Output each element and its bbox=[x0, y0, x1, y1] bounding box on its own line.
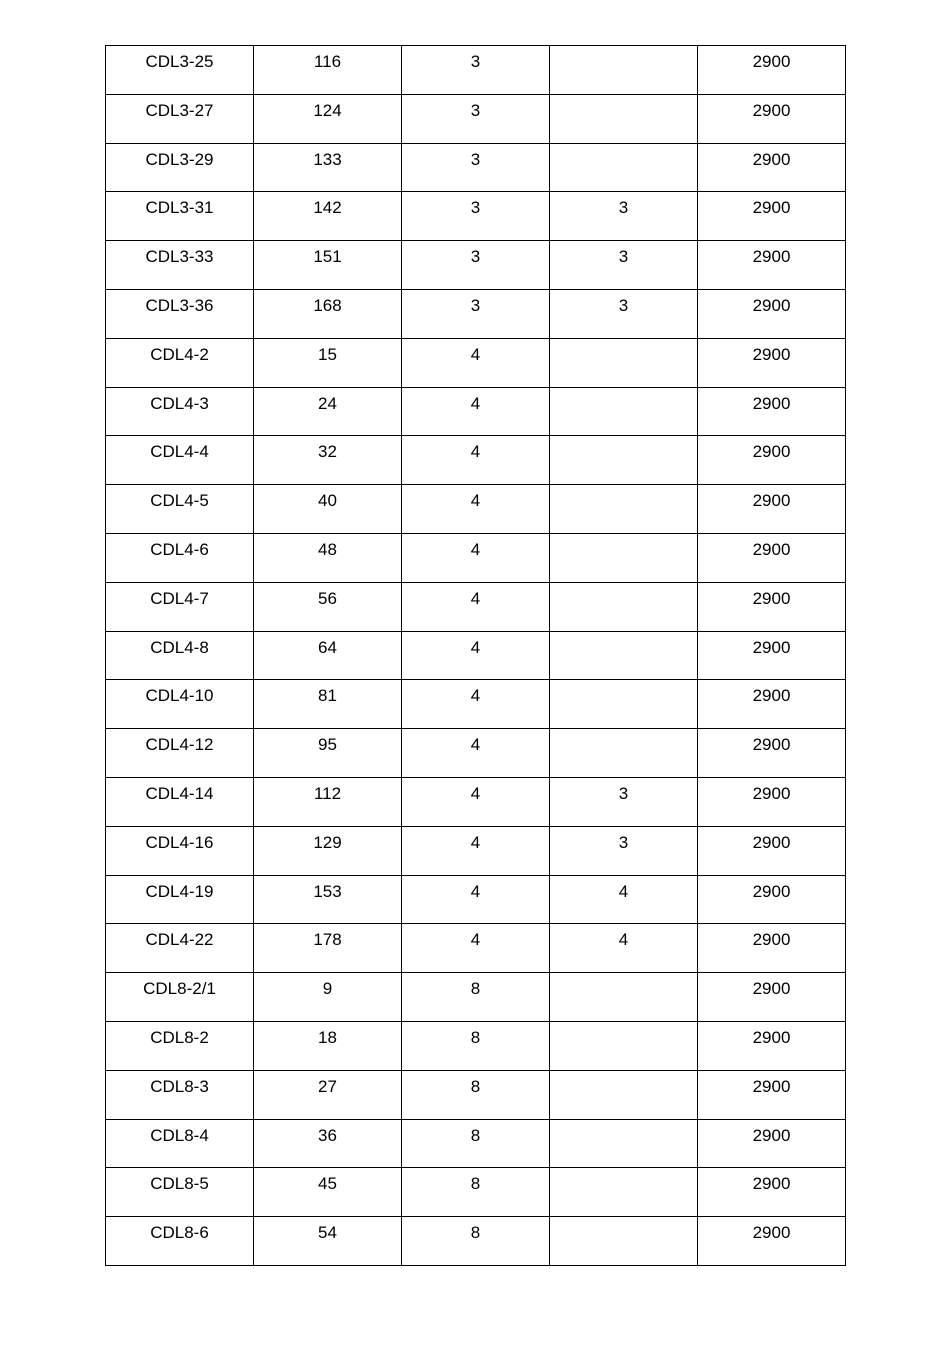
cell-text bbox=[550, 1120, 697, 1127]
model-cell bbox=[106, 143, 254, 192]
pump-spec-table bbox=[105, 45, 846, 1266]
extra-cell bbox=[550, 826, 698, 875]
cell-text: 3 bbox=[470, 247, 481, 267]
cell-text: 2900 bbox=[752, 979, 791, 999]
cell-text: 2900 bbox=[752, 295, 791, 315]
model-cell bbox=[106, 680, 254, 729]
extra-cell bbox=[550, 1168, 698, 1217]
group-cell bbox=[402, 924, 550, 973]
cell-text: CDL4-2 bbox=[150, 344, 209, 364]
cell-text: 2900 bbox=[752, 1027, 791, 1047]
cell-text: CDL3-29 bbox=[145, 149, 214, 169]
cell-text: 45 bbox=[318, 1174, 337, 1194]
cell-text: CDL4-12 bbox=[145, 735, 214, 755]
cell-text: 3 bbox=[618, 783, 629, 803]
model-cell bbox=[106, 631, 254, 680]
group-cell bbox=[402, 1119, 550, 1168]
group-cell bbox=[402, 387, 550, 436]
extra-cell bbox=[550, 875, 698, 924]
model-cell bbox=[106, 338, 254, 387]
model-cell bbox=[106, 1168, 254, 1217]
table-row bbox=[106, 1021, 846, 1070]
value-cell bbox=[254, 729, 402, 778]
speed-cell bbox=[698, 973, 846, 1022]
model-cell bbox=[106, 289, 254, 338]
model-cell bbox=[106, 924, 254, 973]
cell-text: 27 bbox=[318, 1076, 337, 1096]
cell-text: 3 bbox=[470, 149, 481, 169]
cell-text: CDL4-6 bbox=[150, 539, 209, 559]
extra-cell bbox=[550, 777, 698, 826]
extra-cell bbox=[550, 582, 698, 631]
cell-text: 48 bbox=[318, 539, 337, 559]
cell-text: CDL3-31 bbox=[145, 198, 214, 218]
cell-text: 2900 bbox=[752, 735, 791, 755]
cell-text: 8 bbox=[470, 979, 481, 999]
value-cell bbox=[254, 1119, 402, 1168]
extra-cell bbox=[550, 1021, 698, 1070]
cell-text: 2900 bbox=[752, 539, 791, 559]
model-cell bbox=[106, 241, 254, 290]
extra-cell bbox=[550, 924, 698, 973]
table-row bbox=[106, 729, 846, 778]
value-cell bbox=[254, 875, 402, 924]
cell-text: 2900 bbox=[752, 442, 791, 462]
cell-text: 4 bbox=[618, 881, 629, 901]
extra-cell bbox=[550, 94, 698, 143]
cell-text: 4 bbox=[470, 930, 481, 950]
extra-cell bbox=[550, 241, 698, 290]
table-row bbox=[106, 1070, 846, 1119]
model-cell bbox=[106, 729, 254, 778]
cell-text: 3 bbox=[618, 247, 629, 267]
speed-cell bbox=[698, 1168, 846, 1217]
cell-text: 15 bbox=[318, 344, 337, 364]
cell-text: 112 bbox=[313, 783, 342, 803]
table-row bbox=[106, 192, 846, 241]
speed-cell bbox=[698, 680, 846, 729]
table-row bbox=[106, 338, 846, 387]
cell-text: 8 bbox=[470, 1125, 481, 1145]
extra-cell bbox=[550, 387, 698, 436]
cell-text bbox=[550, 144, 697, 151]
extra-cell bbox=[550, 46, 698, 95]
cell-text: CDL3-27 bbox=[145, 100, 214, 120]
table-row bbox=[106, 875, 846, 924]
cell-text: 2900 bbox=[752, 100, 791, 120]
group-cell bbox=[402, 485, 550, 534]
speed-cell bbox=[698, 924, 846, 973]
cell-text: 4 bbox=[470, 393, 481, 413]
group-cell bbox=[402, 729, 550, 778]
cell-text: CDL4-10 bbox=[145, 686, 214, 706]
cell-text: 3 bbox=[618, 198, 629, 218]
cell-text: 2900 bbox=[752, 930, 791, 950]
speed-cell bbox=[698, 46, 846, 95]
cell-text: CDL8-6 bbox=[150, 1223, 209, 1243]
cell-text: 2900 bbox=[752, 393, 791, 413]
speed-cell bbox=[698, 631, 846, 680]
cell-text: 4 bbox=[470, 491, 481, 511]
value-cell bbox=[254, 680, 402, 729]
speed-cell bbox=[698, 582, 846, 631]
cell-text: CDL3-36 bbox=[145, 295, 214, 315]
model-cell bbox=[106, 1217, 254, 1266]
cell-text: 64 bbox=[318, 637, 337, 657]
model-cell bbox=[106, 94, 254, 143]
speed-cell bbox=[698, 1119, 846, 1168]
cell-text: 9 bbox=[322, 979, 333, 999]
speed-cell bbox=[698, 436, 846, 485]
cell-text: 8 bbox=[470, 1223, 481, 1243]
cell-text: 32 bbox=[318, 442, 337, 462]
cell-text: 3 bbox=[470, 52, 481, 71]
group-cell bbox=[402, 192, 550, 241]
extra-cell bbox=[550, 729, 698, 778]
cell-text: 2900 bbox=[752, 149, 791, 169]
extra-cell bbox=[550, 1119, 698, 1168]
speed-cell bbox=[698, 485, 846, 534]
cell-text: 3 bbox=[618, 295, 629, 315]
model-cell bbox=[106, 1021, 254, 1070]
cell-text: CDL4-5 bbox=[150, 491, 209, 511]
cell-text bbox=[550, 436, 697, 443]
group-cell bbox=[402, 826, 550, 875]
cell-text: 168 bbox=[313, 295, 342, 315]
cell-text: 153 bbox=[313, 881, 342, 901]
speed-cell bbox=[698, 826, 846, 875]
value-cell bbox=[254, 1217, 402, 1266]
table-row bbox=[106, 94, 846, 143]
cell-text: 178 bbox=[313, 930, 342, 950]
extra-cell bbox=[550, 1217, 698, 1266]
cell-text bbox=[550, 1022, 697, 1029]
cell-text: 54 bbox=[318, 1223, 337, 1243]
cell-text: 3 bbox=[470, 295, 481, 315]
cell-text: 95 bbox=[318, 735, 337, 755]
cell-text: 81 bbox=[318, 686, 337, 706]
cell-text: CDL4-16 bbox=[145, 832, 214, 852]
cell-text bbox=[550, 1217, 697, 1224]
table-row bbox=[106, 777, 846, 826]
model-cell bbox=[106, 826, 254, 875]
cell-text: CDL4-4 bbox=[150, 442, 209, 462]
cell-text: CDL4-8 bbox=[150, 637, 209, 657]
table-row bbox=[106, 1168, 846, 1217]
cell-text: 2900 bbox=[752, 832, 791, 852]
value-cell bbox=[254, 46, 402, 95]
model-cell bbox=[106, 485, 254, 534]
group-cell bbox=[402, 533, 550, 582]
cell-text: 4 bbox=[470, 735, 481, 755]
speed-cell bbox=[698, 875, 846, 924]
cell-text: 2900 bbox=[752, 881, 791, 901]
value-cell bbox=[254, 826, 402, 875]
cell-text: 4 bbox=[470, 881, 481, 901]
cell-text: 56 bbox=[318, 588, 337, 608]
group-cell bbox=[402, 777, 550, 826]
table-row bbox=[106, 924, 846, 973]
cell-text: 2900 bbox=[752, 1174, 791, 1194]
cell-text: 24 bbox=[318, 393, 337, 413]
cell-text: 4 bbox=[470, 783, 481, 803]
group-cell bbox=[402, 1168, 550, 1217]
value-cell bbox=[254, 582, 402, 631]
table-row bbox=[106, 631, 846, 680]
cell-text: 2900 bbox=[752, 1223, 791, 1243]
table-row bbox=[106, 582, 846, 631]
cell-text: 4 bbox=[470, 344, 481, 364]
extra-cell bbox=[550, 192, 698, 241]
value-cell bbox=[254, 241, 402, 290]
cell-text bbox=[550, 388, 697, 395]
model-cell bbox=[106, 777, 254, 826]
table-row bbox=[106, 826, 846, 875]
cell-text: CDL4-14 bbox=[145, 783, 214, 803]
cell-text: 2900 bbox=[752, 491, 791, 511]
model-cell bbox=[106, 533, 254, 582]
value-cell bbox=[254, 631, 402, 680]
group-cell bbox=[402, 94, 550, 143]
extra-cell bbox=[550, 973, 698, 1022]
group-cell bbox=[402, 1217, 550, 1266]
cell-text: CDL3-33 bbox=[145, 247, 214, 267]
cell-text bbox=[550, 46, 697, 53]
cell-text: 2900 bbox=[752, 1076, 791, 1096]
model-cell bbox=[106, 1119, 254, 1168]
group-cell bbox=[402, 875, 550, 924]
value-cell bbox=[254, 387, 402, 436]
extra-cell bbox=[550, 1070, 698, 1119]
cell-text bbox=[550, 583, 697, 590]
cell-text: 142 bbox=[313, 198, 342, 218]
cell-text bbox=[550, 1168, 697, 1175]
cell-text bbox=[550, 973, 697, 980]
group-cell bbox=[402, 338, 550, 387]
table-row bbox=[106, 46, 846, 95]
cell-text: 4 bbox=[470, 442, 481, 462]
model-cell bbox=[106, 875, 254, 924]
value-cell bbox=[254, 1168, 402, 1217]
cell-text: 8 bbox=[470, 1076, 481, 1096]
cell-text: 40 bbox=[318, 491, 337, 511]
cell-text: 151 bbox=[313, 247, 342, 267]
group-cell bbox=[402, 241, 550, 290]
value-cell bbox=[254, 973, 402, 1022]
cell-text: 2900 bbox=[752, 247, 791, 267]
model-cell bbox=[106, 46, 254, 95]
value-cell bbox=[254, 143, 402, 192]
speed-cell bbox=[698, 192, 846, 241]
model-cell bbox=[106, 436, 254, 485]
cell-text: CDL8-5 bbox=[150, 1174, 209, 1194]
cell-text: 4 bbox=[618, 930, 629, 950]
cell-text: 124 bbox=[313, 100, 342, 120]
cell-text bbox=[550, 339, 697, 346]
group-cell bbox=[402, 436, 550, 485]
table-row bbox=[106, 680, 846, 729]
cell-text: 8 bbox=[470, 1174, 481, 1194]
value-cell bbox=[254, 1070, 402, 1119]
table-row bbox=[106, 143, 846, 192]
group-cell bbox=[402, 631, 550, 680]
speed-cell bbox=[698, 777, 846, 826]
value-cell bbox=[254, 94, 402, 143]
group-cell bbox=[402, 289, 550, 338]
cell-text bbox=[550, 632, 697, 639]
table-row bbox=[106, 485, 846, 534]
cell-text: CDL4-22 bbox=[145, 930, 214, 950]
cell-text: 2900 bbox=[752, 637, 791, 657]
cell-text bbox=[550, 95, 697, 102]
cell-text: CDL8-2/1 bbox=[143, 979, 216, 999]
group-cell bbox=[402, 46, 550, 95]
extra-cell bbox=[550, 338, 698, 387]
speed-cell bbox=[698, 729, 846, 778]
speed-cell bbox=[698, 94, 846, 143]
group-cell bbox=[402, 143, 550, 192]
cell-text bbox=[550, 680, 697, 687]
cell-text bbox=[550, 485, 697, 492]
cell-text: 3 bbox=[470, 100, 481, 120]
extra-cell bbox=[550, 289, 698, 338]
speed-cell bbox=[698, 1217, 846, 1266]
cell-text bbox=[550, 1071, 697, 1078]
cell-text: 2900 bbox=[752, 198, 791, 218]
cell-text: 2900 bbox=[752, 52, 791, 71]
table-row bbox=[106, 436, 846, 485]
model-cell bbox=[106, 387, 254, 436]
value-cell bbox=[254, 338, 402, 387]
cell-text: 2900 bbox=[752, 588, 791, 608]
model-cell bbox=[106, 973, 254, 1022]
speed-cell bbox=[698, 289, 846, 338]
table-row bbox=[106, 241, 846, 290]
cell-text: 2900 bbox=[752, 686, 791, 706]
cell-text: 36 bbox=[318, 1125, 337, 1145]
table-row bbox=[106, 289, 846, 338]
value-cell bbox=[254, 485, 402, 534]
cell-text: 2900 bbox=[752, 1125, 791, 1145]
table-body bbox=[106, 46, 846, 1266]
speed-cell bbox=[698, 338, 846, 387]
cell-text: 2900 bbox=[752, 783, 791, 803]
cell-text: CDL8-4 bbox=[150, 1125, 209, 1145]
cell-text: CDL4-19 bbox=[145, 881, 214, 901]
cell-text: 4 bbox=[470, 637, 481, 657]
cell-text: 4 bbox=[470, 539, 481, 559]
cell-text: CDL4-3 bbox=[150, 393, 209, 413]
value-cell bbox=[254, 1021, 402, 1070]
cell-text: 116 bbox=[313, 52, 342, 71]
cell-text: 3 bbox=[470, 198, 481, 218]
model-cell bbox=[106, 582, 254, 631]
table-row bbox=[106, 387, 846, 436]
extra-cell bbox=[550, 436, 698, 485]
cell-text: CDL3-25 bbox=[145, 52, 214, 71]
cell-text: 133 bbox=[313, 149, 342, 169]
cell-text: 4 bbox=[470, 686, 481, 706]
cell-text: 8 bbox=[470, 1027, 481, 1047]
cell-text: 18 bbox=[318, 1027, 337, 1047]
cell-text bbox=[550, 534, 697, 541]
value-cell bbox=[254, 436, 402, 485]
extra-cell bbox=[550, 680, 698, 729]
speed-cell bbox=[698, 1070, 846, 1119]
value-cell bbox=[254, 192, 402, 241]
cell-text: 4 bbox=[470, 588, 481, 608]
group-cell bbox=[402, 973, 550, 1022]
group-cell bbox=[402, 1021, 550, 1070]
value-cell bbox=[254, 777, 402, 826]
speed-cell bbox=[698, 1021, 846, 1070]
value-cell bbox=[254, 289, 402, 338]
table-row bbox=[106, 973, 846, 1022]
cell-text: CDL8-3 bbox=[150, 1076, 209, 1096]
extra-cell bbox=[550, 533, 698, 582]
cell-text: CDL4-7 bbox=[150, 588, 209, 608]
table-row bbox=[106, 1119, 846, 1168]
model-cell bbox=[106, 192, 254, 241]
cell-text: 2900 bbox=[752, 344, 791, 364]
model-cell bbox=[106, 1070, 254, 1119]
value-cell bbox=[254, 533, 402, 582]
cell-text: CDL8-2 bbox=[150, 1027, 209, 1047]
speed-cell bbox=[698, 387, 846, 436]
speed-cell bbox=[698, 241, 846, 290]
table-row bbox=[106, 1217, 846, 1266]
value-cell bbox=[254, 924, 402, 973]
group-cell bbox=[402, 1070, 550, 1119]
speed-cell bbox=[698, 143, 846, 192]
cell-text: 129 bbox=[313, 832, 342, 852]
speed-cell bbox=[698, 533, 846, 582]
table-row bbox=[106, 533, 846, 582]
cell-text: 4 bbox=[470, 832, 481, 852]
cell-text bbox=[550, 729, 697, 736]
extra-cell bbox=[550, 143, 698, 192]
extra-cell bbox=[550, 631, 698, 680]
extra-cell bbox=[550, 485, 698, 534]
group-cell bbox=[402, 680, 550, 729]
cell-text: 3 bbox=[618, 832, 629, 852]
group-cell bbox=[402, 582, 550, 631]
